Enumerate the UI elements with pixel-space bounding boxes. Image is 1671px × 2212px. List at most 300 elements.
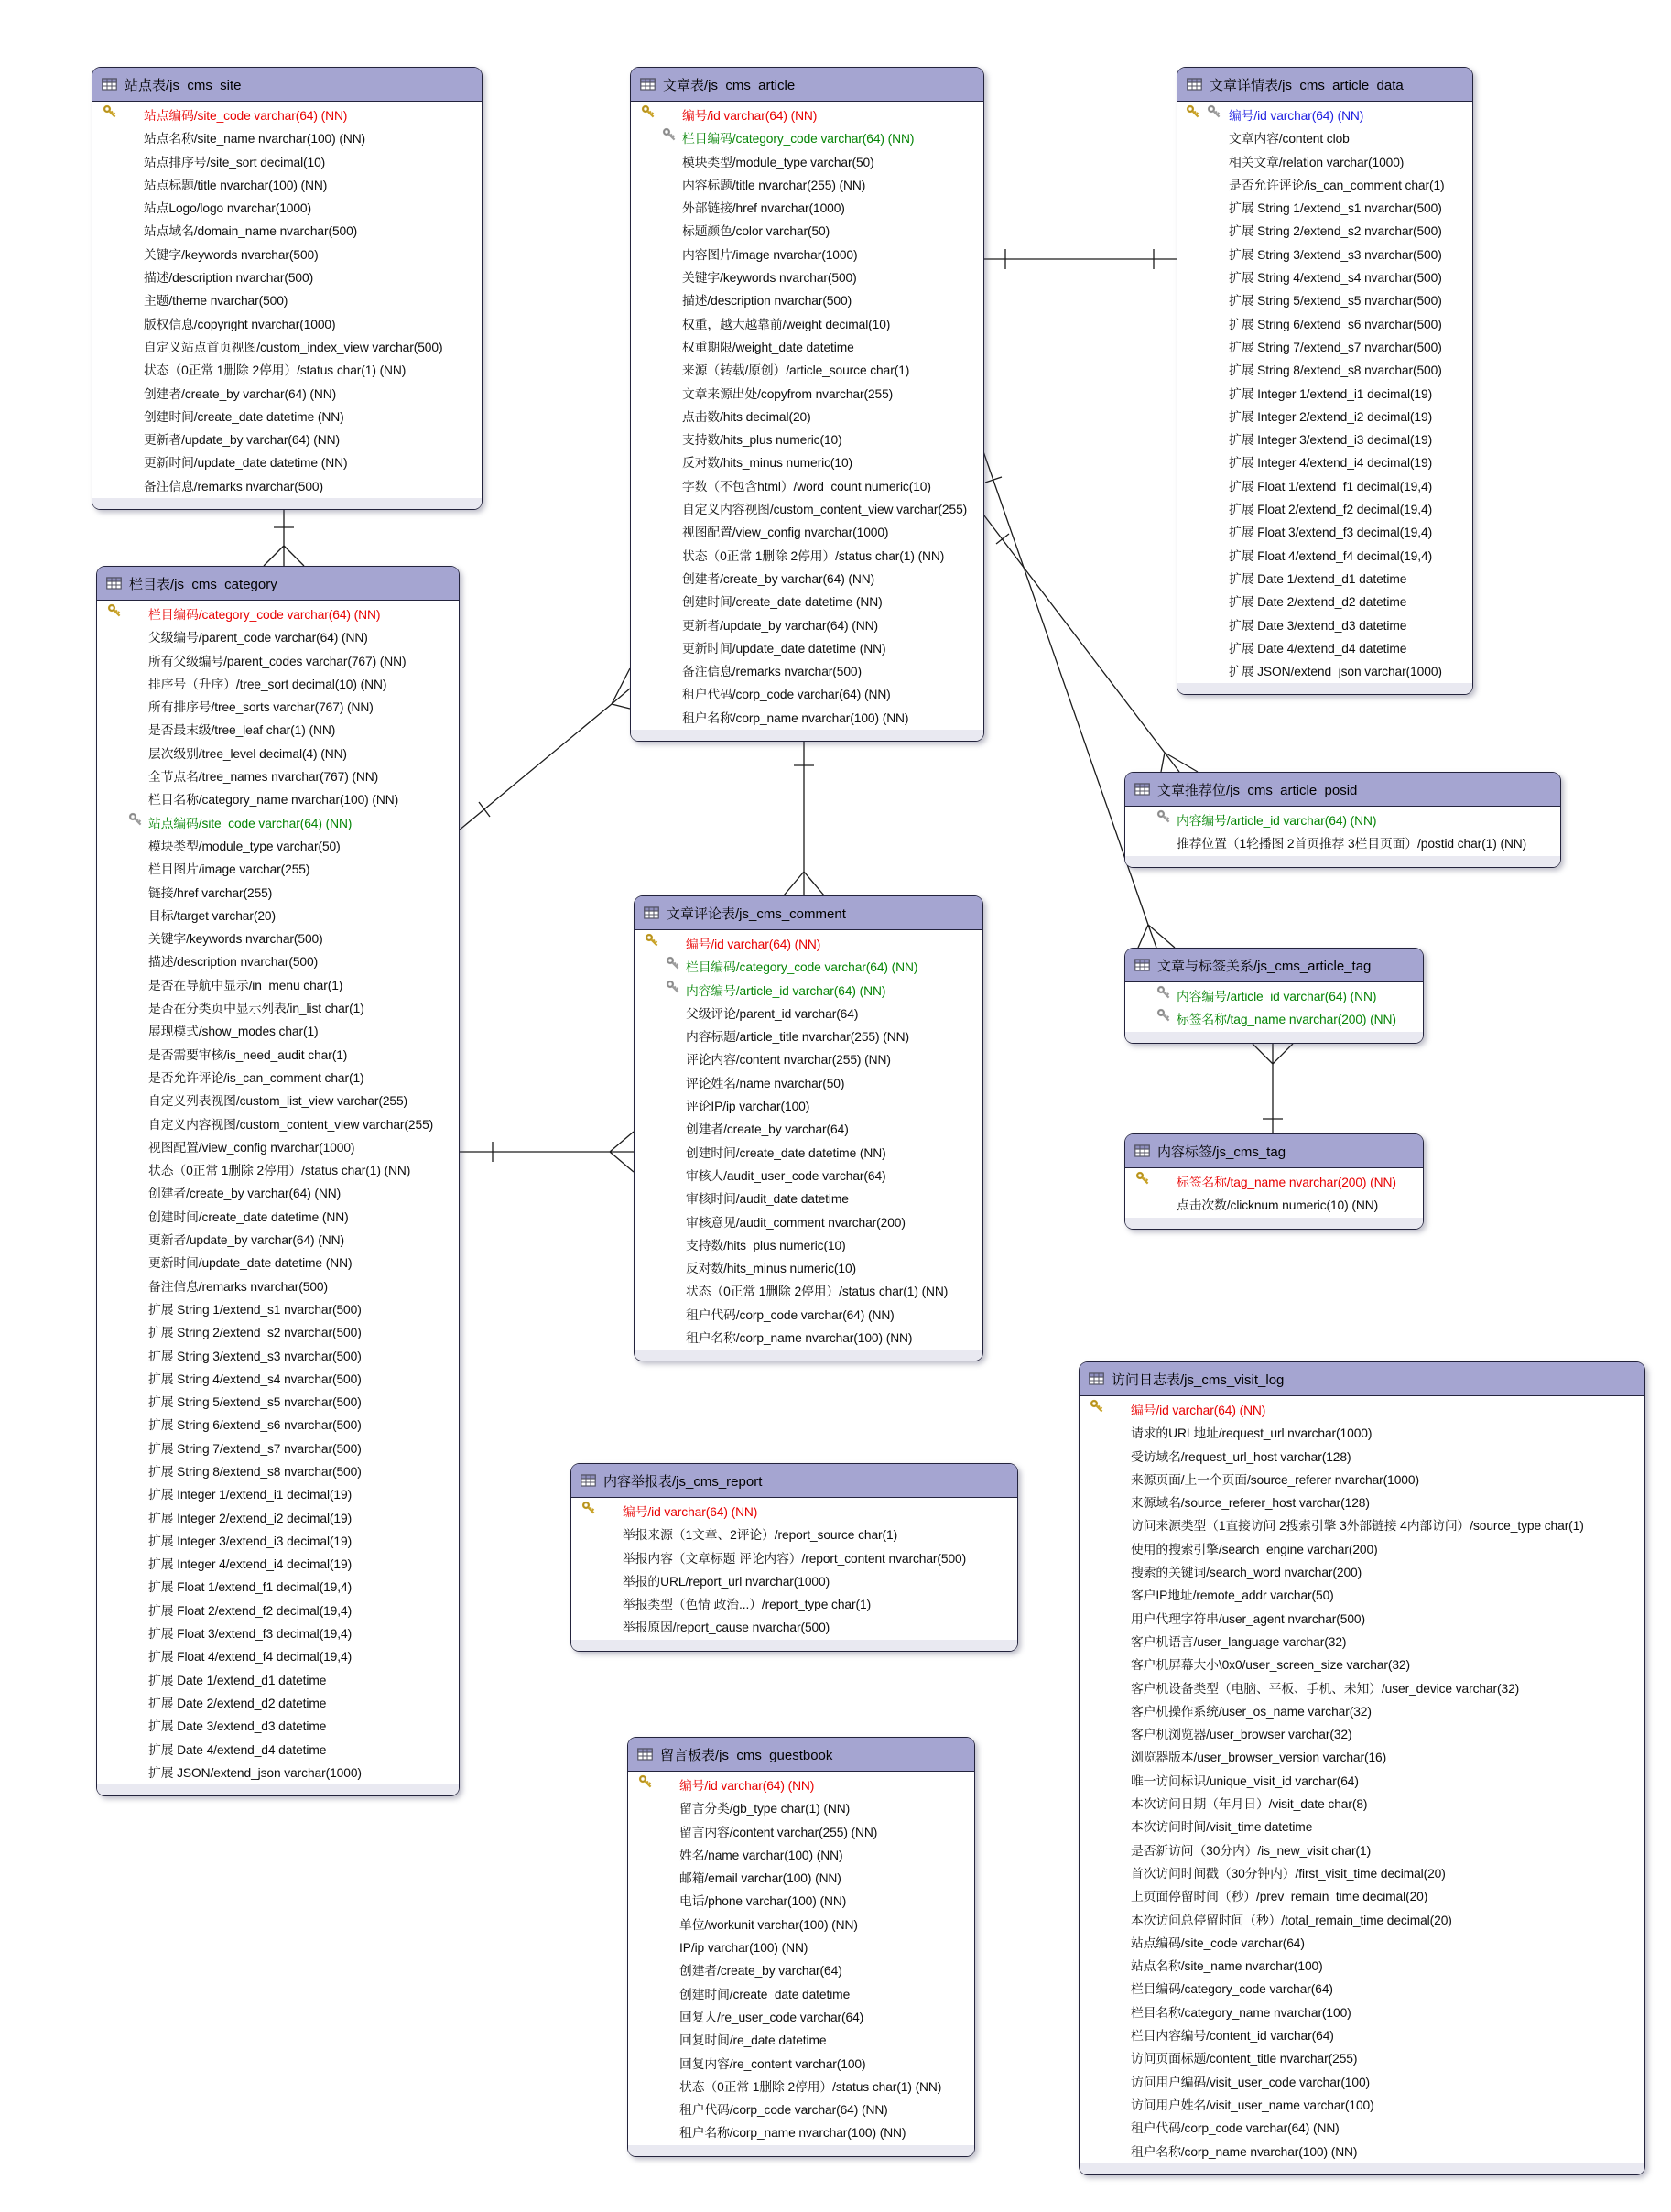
field-label: 站点域名/domain_name nvarchar(500) — [144, 224, 358, 239]
entity-table-visit_log[interactable] — [1079, 1361, 1645, 2175]
field-label: 本次访问总停留时间（秒）/total_remain_time decimal(20) — [1131, 1913, 1452, 1927]
field-label: 租户代码/corp_code varchar(64) (NN) — [686, 1307, 895, 1322]
field-label: 创建者/create_by varchar(64) — [679, 1964, 842, 1979]
field-row — [97, 1460, 459, 1483]
table-fields — [1125, 1168, 1423, 1218]
field-label: 编号/id varchar(64) (NN) — [1131, 1404, 1266, 1417]
field-row — [1177, 637, 1472, 660]
field-label: 是否新访问（30分内）/is_new_visit char(1) — [1131, 1843, 1372, 1858]
field-label: 视图配置/view_config nvarchar(1000) — [682, 526, 889, 540]
field-label: 扩展 String 4/extend_s4 nvarchar(500) — [148, 1372, 362, 1386]
field-row — [97, 1298, 459, 1321]
entity-table-article_tag[interactable] — [1124, 948, 1424, 1044]
field-label: 描述/description nvarchar(500) — [144, 271, 314, 286]
field-label: 首次访问时间戳（30分钟内）/first_visit_time decimal(20) — [1131, 1866, 1446, 1881]
table-fields — [92, 102, 482, 498]
field-row — [631, 475, 983, 498]
field-label: 扩展 Integer 4/extend_i4 decimal(19) — [1229, 456, 1433, 471]
field-label: 租户代码/corp_code varchar(64) (NN) — [682, 688, 891, 702]
table-header-comment[interactable] — [635, 896, 982, 930]
field-row — [628, 1959, 974, 1982]
field-label: 创建时间/create_date datetime — [679, 1987, 851, 2001]
field-label: 版权信息/copyright nvarchar(1000) — [144, 317, 336, 331]
table-fields — [631, 102, 983, 730]
field-label: 创建时间/create_date datetime (NN) — [686, 1145, 886, 1160]
field-label: 扩展 Date 4/extend_d4 datetime — [1229, 641, 1407, 656]
field-label: 回复人/re_user_code varchar(64) — [679, 2010, 864, 2024]
table-header-article_tag[interactable] — [1125, 949, 1423, 982]
field-row — [1080, 1839, 1644, 1862]
field-label: 客户机屏幕大小\0x0/user_screen_size varchar(32) — [1131, 1658, 1410, 1673]
field-row — [631, 383, 983, 406]
field-row — [1080, 1399, 1644, 1422]
field-label: 举报的URL/report_url nvarchar(1000) — [623, 1574, 830, 1589]
field-label: 扩展 String 3/extend_s3 nvarchar(500) — [1229, 247, 1442, 262]
foreign-key-icon — [1156, 1008, 1172, 1024]
field-label: 扩展 String 2/extend_s2 nvarchar(500) — [1229, 224, 1442, 239]
field-row — [635, 1211, 982, 1234]
field-label: 栏目编码/category_code varchar(64) (NN) — [682, 132, 915, 146]
field-label: 创建者/create_by varchar(64) — [686, 1122, 849, 1137]
table-icon — [644, 906, 659, 919]
field-label: 模块类型/module_type varchar(50) — [682, 155, 874, 169]
entity-table-site[interactable] — [92, 67, 483, 510]
table-header-guestbook[interactable] — [628, 1738, 974, 1772]
table-header-article_data[interactable] — [1177, 68, 1472, 102]
field-row — [97, 1090, 459, 1112]
field-row — [1080, 2001, 1644, 2024]
field-row — [97, 1669, 459, 1692]
field-label: 关键字/keywords nvarchar(500) — [144, 247, 319, 262]
field-label: 搜索的关键词/search_word nvarchar(200) — [1131, 1566, 1362, 1580]
table-footer — [97, 1784, 459, 1795]
field-row — [97, 1206, 459, 1229]
field-row — [635, 1187, 982, 1210]
field-row — [1080, 2024, 1644, 2047]
field-label: 租户名称/corp_name nvarchar(100) (NN) — [679, 2126, 906, 2141]
field-label: 扩展 String 4/extend_s4 nvarchar(500) — [1229, 271, 1442, 286]
field-label: 扩展 Float 3/extend_f3 decimal(19,4) — [1229, 526, 1433, 540]
field-label: 扩展 String 6/extend_s6 nvarchar(500) — [1229, 317, 1442, 331]
field-row — [635, 1072, 982, 1095]
table-footer — [1125, 1032, 1423, 1043]
table-fields — [628, 1772, 974, 2145]
field-label: 扩展 Date 2/extend_d2 datetime — [1229, 595, 1407, 610]
field-label: 状态（0正常 1删除 2停用）/status char(1) (NN) — [144, 363, 407, 378]
field-row — [635, 1142, 982, 1165]
field-row — [1177, 545, 1472, 568]
field-row — [631, 637, 983, 660]
field-label: 来源（转载/原创）/article_source char(1) — [682, 363, 910, 378]
field-label: 点击数/hits decimal(20) — [682, 409, 811, 424]
field-row — [1177, 451, 1472, 474]
field-row — [1080, 1816, 1644, 1838]
field-row — [1177, 266, 1472, 289]
field-row — [628, 1867, 974, 1890]
table-icon — [1187, 78, 1202, 91]
field-label: 扩展 Integer 3/extend_i3 decimal(19) — [148, 1534, 353, 1548]
table-fields — [97, 601, 459, 1784]
field-row — [1080, 1654, 1644, 1676]
field-row — [92, 336, 482, 359]
field-label: 描述/description nvarchar(500) — [148, 955, 319, 970]
field-label: 扩展 JSON/extend_json varchar(1000) — [1229, 665, 1442, 679]
field-label: 客户IP地址/remote_addr varchar(50) — [1131, 1589, 1334, 1603]
field-label: 本次访问日期（年月日）/visit_date char(8) — [1131, 1797, 1368, 1812]
field-label: 排序号（升序）/tree_sort decimal(10) (NN) — [148, 677, 387, 691]
table-title: 文章评论表/js_cms_comment — [667, 905, 846, 922]
field-label: 自定义列表视图/custom_list_view varchar(255) — [148, 1094, 408, 1109]
field-label: 自定义站点首页视图/custom_index_view varchar(500) — [144, 340, 443, 354]
field-label: 访问页面标题/content_title nvarchar(255) — [1131, 2052, 1358, 2066]
field-row — [1080, 1862, 1644, 1885]
field-label: 扩展 Date 2/extend_d2 datetime — [148, 1696, 327, 1710]
field-row — [631, 336, 983, 359]
field-label: 描述/description nvarchar(500) — [682, 294, 852, 309]
field-row — [1177, 197, 1472, 220]
field-row — [1177, 498, 1472, 521]
field-label: 扩展 Date 1/extend_d1 datetime — [148, 1673, 327, 1687]
field-label: 扩展 Float 1/extend_f1 decimal(19,4) — [148, 1580, 353, 1595]
field-label: 支持数/hits_plus numeric(10) — [686, 1238, 846, 1252]
field-row — [1177, 521, 1472, 544]
field-label: 扩展 Float 2/extend_f2 decimal(19,4) — [1229, 503, 1433, 517]
field-label: 评论姓名/name nvarchar(50) — [686, 1076, 845, 1090]
field-row — [1177, 475, 1472, 498]
field-label: 站点Logo/logo nvarchar(1000) — [144, 201, 311, 216]
field-label: 更新者/update_by varchar(64) (NN) — [682, 618, 878, 633]
field-label: 是否最末级/tree_leaf char(1) (NN) — [148, 723, 336, 738]
field-row — [631, 266, 983, 289]
field-row — [631, 406, 983, 428]
field-label: 备注信息/remarks nvarchar(500) — [148, 1279, 328, 1294]
field-row — [1080, 1909, 1644, 1932]
field-row — [1080, 1746, 1644, 1769]
field-label: 栏目编码/category_code varchar(64) — [1131, 1982, 1333, 1997]
field-label: 来源域名/source_referer_host varchar(128) — [1131, 1496, 1370, 1511]
table-fields — [571, 1498, 1017, 1640]
field-row — [631, 104, 983, 127]
field-label: 请求的URL地址/request_url nvarchar(1000) — [1131, 1426, 1373, 1441]
table-title: 留言板表/js_cms_guestbook — [660, 1747, 833, 1763]
field-label: 文章来源出处/copyfrom nvarchar(255) — [682, 386, 894, 401]
field-row — [1125, 1171, 1423, 1194]
field-row — [97, 765, 459, 788]
field-label: 站点编码/site_code varchar(64) — [1131, 1936, 1305, 1950]
field-row — [97, 1321, 459, 1344]
field-row — [1177, 289, 1472, 312]
field-row — [1177, 336, 1472, 359]
field-row — [1177, 568, 1472, 591]
field-row — [628, 1983, 974, 2006]
field-row — [1177, 406, 1472, 428]
entity-table-report[interactable] — [570, 1463, 1018, 1652]
field-label: 自定义内容视图/custom_content_view varchar(255) — [682, 503, 968, 517]
field-label: 访问用户姓名/visit_user_name varchar(100) — [1131, 2098, 1374, 2112]
field-label: 扩展 Float 2/extend_f2 decimal(19,4) — [148, 1603, 353, 1618]
field-row — [1080, 2071, 1644, 2094]
primary-key-icon — [645, 933, 660, 949]
field-row — [97, 626, 459, 649]
field-label: 扩展 Integer 4/extend_i4 decimal(19) — [148, 1557, 353, 1572]
field-label: 状态（0正常 1删除 2停用）/status char(1) (NN) — [148, 1164, 411, 1178]
field-label: 访问用户编码/visit_user_code varchar(100) — [1131, 2075, 1371, 2089]
field-row — [1080, 1723, 1644, 1746]
table-title: 栏目表/js_cms_category — [129, 576, 277, 592]
field-label: 扩展 String 8/extend_s8 nvarchar(500) — [1229, 363, 1442, 378]
field-label: 扩展 String 7/extend_s7 nvarchar(500) — [1229, 340, 1442, 354]
foreign-key-icon — [666, 980, 681, 995]
field-label: 创建时间/create_date datetime (NN) — [148, 1209, 349, 1224]
field-label: 创建时间/create_date datetime (NN) — [144, 409, 344, 424]
field-label: 受访域名/request_url_host varchar(128) — [1131, 1449, 1351, 1464]
field-label: 关键字/keywords nvarchar(500) — [682, 271, 857, 286]
entity-table-category[interactable] — [96, 566, 460, 1796]
field-row — [97, 1576, 459, 1599]
field-row — [628, 2121, 974, 2144]
field-row — [97, 997, 459, 1020]
field-label: 客户机操作系统/user_os_name varchar(32) — [1131, 1704, 1372, 1719]
field-label: 扩展 JSON/extend_json varchar(1000) — [148, 1765, 362, 1780]
field-row — [631, 359, 983, 382]
field-row — [92, 475, 482, 498]
table-icon — [102, 78, 117, 91]
field-label: 是否在分类页中显示列表/in_list char(1) — [148, 1002, 364, 1016]
field-label: 姓名/name varchar(100) (NN) — [679, 1848, 843, 1862]
field-label: 本次访问时间/visit_time datetime — [1131, 1820, 1313, 1835]
entity-table-article_data[interactable] — [1177, 67, 1473, 695]
table-header-site[interactable] — [92, 68, 482, 102]
field-label: 栏目编码/category_code varchar(64) (NN) — [686, 960, 918, 975]
table-header-article_posid[interactable] — [1125, 773, 1560, 807]
field-row — [97, 743, 459, 765]
field-row — [631, 451, 983, 474]
table-footer — [635, 1350, 982, 1361]
field-label: 扩展 String 3/extend_s3 nvarchar(500) — [148, 1349, 362, 1363]
field-label: 自定义内容视图/custom_content_view varchar(255) — [148, 1117, 434, 1132]
field-label: 回复内容/re_content varchar(100) — [679, 2056, 866, 2071]
field-label: 租户名称/corp_name nvarchar(100) (NN) — [1131, 2144, 1358, 2159]
field-row — [628, 2076, 974, 2098]
field-label: 创建者/create_by varchar(64) (NN) — [682, 571, 875, 586]
field-row — [92, 428, 482, 451]
field-row — [97, 1368, 459, 1391]
entity-table-comment[interactable] — [634, 895, 983, 1361]
field-row — [628, 2053, 974, 2076]
primary-key-icon — [638, 1774, 654, 1790]
field-row — [1080, 1538, 1644, 1561]
field-row — [631, 568, 983, 591]
field-label: 站点编码/site_code varchar(64) (NN) — [144, 109, 348, 123]
primary-key-icon — [581, 1501, 597, 1516]
field-row — [1177, 244, 1472, 266]
field-row — [628, 1821, 974, 1844]
table-fields — [1125, 807, 1560, 856]
table-fields — [1177, 102, 1472, 683]
field-label: 扩展 String 5/extend_s5 nvarchar(500) — [1229, 294, 1442, 309]
table-icon — [581, 1474, 596, 1487]
field-label: 租户代码/corp_code varchar(64) (NN) — [1131, 2121, 1340, 2136]
field-row — [1080, 2047, 1644, 2070]
field-row — [1125, 1008, 1423, 1031]
field-row — [631, 197, 983, 220]
entity-table-guestbook[interactable] — [627, 1737, 975, 2157]
field-label: 评论IP/ip varchar(100) — [686, 1100, 810, 1114]
field-row — [631, 289, 983, 312]
field-row — [97, 1553, 459, 1576]
field-row — [1177, 660, 1472, 683]
field-row — [631, 428, 983, 451]
field-row — [631, 498, 983, 521]
field-row — [97, 1136, 459, 1159]
field-row — [1080, 1584, 1644, 1607]
table-icon — [106, 577, 122, 590]
field-label: 扩展 String 6/extend_s6 nvarchar(500) — [148, 1418, 362, 1433]
field-row — [97, 812, 459, 835]
field-label: 更新者/update_by varchar(64) (NN) — [148, 1233, 344, 1248]
field-row — [97, 1692, 459, 1715]
field-row — [1080, 2141, 1644, 2163]
field-row — [1125, 832, 1560, 855]
table-icon — [1089, 1372, 1104, 1385]
field-label: 站点编码/site_code varchar(64) (NN) — [148, 816, 353, 830]
primary-key-icon — [103, 104, 118, 120]
field-label: 扩展 Float 4/extend_f4 decimal(19,4) — [148, 1650, 353, 1664]
field-row — [97, 603, 459, 626]
field-row — [631, 151, 983, 174]
relationship-line-category-comment — [453, 1132, 634, 1172]
field-label: 租户名称/corp_name nvarchar(100) (NN) — [686, 1331, 913, 1346]
table-footer — [1080, 2163, 1644, 2174]
field-label: 更新时间/update_date datetime (NN) — [682, 641, 886, 656]
table-footer — [1177, 683, 1472, 694]
field-label: 父级编号/parent_code varchar(64) (NN) — [148, 631, 368, 645]
table-icon — [640, 78, 656, 91]
field-label: 反对数/hits_minus numeric(10) — [682, 456, 853, 471]
field-label: 全节点名/tree_names nvarchar(767) (NN) — [148, 770, 379, 785]
foreign-key-icon — [128, 812, 144, 828]
table-icon — [1134, 783, 1150, 796]
field-row — [631, 313, 983, 336]
table-header-report[interactable] — [571, 1464, 1017, 1498]
field-row — [1125, 809, 1560, 832]
field-row — [97, 719, 459, 742]
table-title: 文章与标签关系/js_cms_article_tag — [1157, 958, 1372, 974]
field-row — [628, 2029, 974, 2052]
field-row — [97, 1739, 459, 1762]
field-row — [631, 244, 983, 266]
field-label: 站点标题/title nvarchar(100) (NN) — [144, 178, 328, 192]
field-row — [571, 1593, 1017, 1616]
field-row — [97, 1715, 459, 1738]
field-row — [1177, 174, 1472, 197]
field-label: 举报类型（色情 政治...）/report_type char(1) — [623, 1598, 872, 1612]
field-row — [571, 1547, 1017, 1570]
field-row — [635, 1048, 982, 1071]
field-row — [628, 1844, 974, 1867]
field-label: 扩展 Float 3/extend_f3 decimal(19,4) — [148, 1627, 353, 1642]
table-title: 访问日志表/js_cms_visit_log — [1112, 1372, 1285, 1388]
field-label: 是否允许评论/is_can_comment char(1) — [148, 1070, 364, 1085]
field-label: 状态（0正常 1删除 2停用）/status char(1) (NN) — [682, 548, 945, 563]
field-row — [631, 545, 983, 568]
field-row — [628, 1797, 974, 1820]
field-label: 标签名称/tag_name nvarchar(200) (NN) — [1177, 1176, 1396, 1189]
table-icon — [637, 1748, 653, 1761]
field-row — [97, 1252, 459, 1274]
field-label: 标题颜色/color varchar(50) — [682, 224, 830, 239]
foreign-key-icon — [1207, 104, 1222, 120]
field-row — [635, 1118, 982, 1141]
field-row — [635, 980, 982, 1003]
field-label: 留言分类/gb_type char(1) (NN) — [679, 1802, 851, 1816]
field-row — [97, 1275, 459, 1298]
field-row — [97, 673, 459, 696]
field-row — [1125, 1194, 1423, 1217]
table-header-article[interactable] — [631, 68, 983, 102]
field-label: 状态（0正常 1删除 2停用）/status char(1) (NN) — [679, 2079, 942, 2094]
field-row — [635, 1234, 982, 1257]
field-row — [1080, 1514, 1644, 1537]
field-row — [1080, 1700, 1644, 1723]
field-row — [1080, 2094, 1644, 2117]
table-title: 内容举报表/js_cms_report — [603, 1473, 763, 1490]
field-label: 更新时间/update_date datetime (NN) — [144, 456, 348, 471]
entity-table-tag[interactable] — [1124, 1133, 1424, 1230]
field-label: 扩展 Date 3/extend_d3 datetime — [1229, 618, 1407, 633]
field-label: 内容编号/article_id varchar(64) (NN) — [686, 983, 886, 998]
field-row — [97, 1113, 459, 1136]
field-label: 举报原因/report_cause nvarchar(500) — [623, 1621, 830, 1635]
table-header-tag[interactable] — [1125, 1134, 1423, 1168]
field-row — [571, 1501, 1017, 1523]
field-label: 主题/theme nvarchar(500) — [144, 294, 288, 309]
field-label: 编号/id varchar(64) (NN) — [679, 1779, 815, 1793]
field-label: 审核时间/audit_date datetime — [686, 1192, 849, 1207]
foreign-key-icon — [666, 956, 681, 971]
field-row — [1080, 1770, 1644, 1793]
field-label: 备注信息/remarks nvarchar(500) — [682, 665, 862, 679]
foreign-key-icon — [1156, 985, 1172, 1001]
field-row — [631, 591, 983, 613]
table-footer — [628, 2145, 974, 2156]
field-label: 扩展 String 7/extend_s7 nvarchar(500) — [148, 1441, 362, 1456]
table-header-visit_log[interactable] — [1080, 1362, 1644, 1396]
field-row — [1080, 1561, 1644, 1584]
field-label: 相关文章/relation varchar(1000) — [1229, 155, 1405, 169]
field-label: 站点排序号/site_sort decimal(10) — [144, 155, 326, 169]
field-label: 所有排序号/tree_sorts varchar(767) (NN) — [148, 700, 374, 715]
field-label: 展现模式/show_modes char(1) — [148, 1025, 319, 1039]
field-row — [97, 858, 459, 881]
entity-table-article_posid[interactable] — [1124, 772, 1561, 868]
entity-table-article[interactable] — [630, 67, 984, 742]
field-row — [1080, 1978, 1644, 2001]
field-label: 内容编号/article_id varchar(64) (NN) — [1177, 814, 1377, 828]
field-label: 扩展 Integer 2/extend_i2 decimal(19) — [148, 1511, 353, 1525]
field-label: 租户代码/corp_code varchar(64) (NN) — [679, 2103, 888, 2118]
table-header-category[interactable] — [97, 567, 459, 601]
field-row — [631, 220, 983, 243]
field-label: 扩展 String 2/extend_s2 nvarchar(500) — [148, 1326, 362, 1340]
field-label: 内容标题/title nvarchar(255) (NN) — [682, 178, 866, 192]
field-label: 所有父级编号/parent_codes varchar(767) (NN) — [148, 654, 407, 668]
field-row — [571, 1570, 1017, 1593]
field-label: 推荐位置（1轮播图 2首页推荐 3栏目页面）/postid char(1) (NN) — [1177, 837, 1527, 851]
field-label: 使用的搜索引擎/search_engine varchar(200) — [1131, 1542, 1378, 1556]
field-row — [1177, 428, 1472, 451]
field-label: 留言内容/content varchar(255) (NN) — [679, 1825, 878, 1839]
